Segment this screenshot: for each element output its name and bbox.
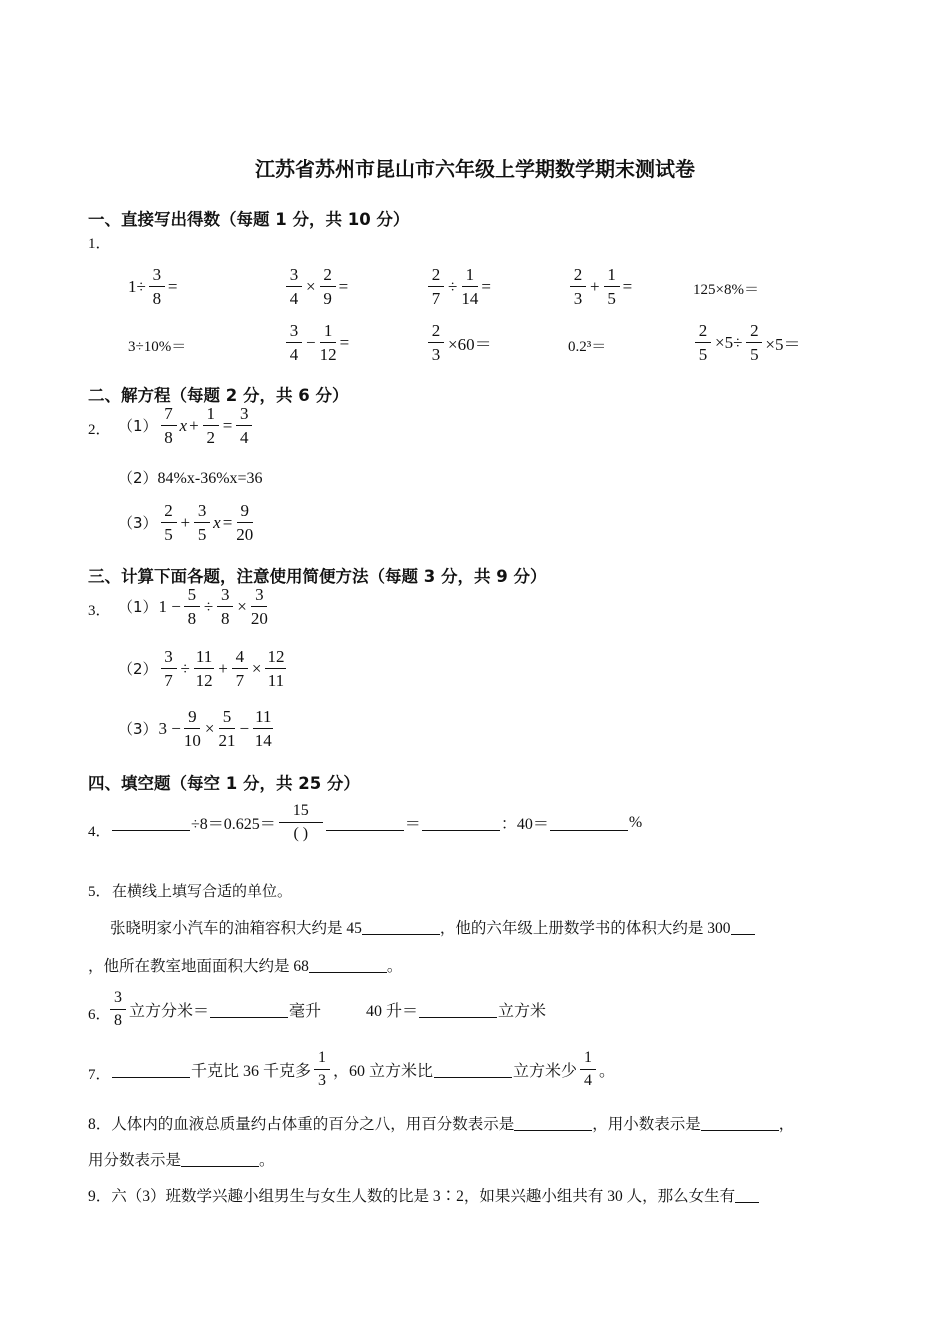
fraction: $\frac{2}{5}$	[695, 322, 711, 363]
question-number: 7．	[88, 1067, 111, 1083]
section-heading-3: 三、计算下面各题，注意使用简便方法（每题 3 分，共 9 分）	[88, 567, 547, 586]
q3-part-1: （1） 1 − $\frac{5}{8}$ ÷ $\frac{3}{8}$ × $\frac{3}{20}$	[118, 585, 268, 628]
fraction: $\frac{1}{3}$	[314, 1050, 330, 1089]
q5-line-2: ，他所在教室地面面积大约是 68 。	[88, 958, 403, 975]
question-number: 1．	[88, 236, 111, 252]
q5-intro: 在横线上填写合适的单位。	[112, 882, 293, 900]
q1-item-2: $\frac{3}{4}$ × $\frac{2}{9}$ =	[284, 266, 348, 307]
answer-blank[interactable]	[362, 918, 440, 935]
fraction: $\frac{2}{5}$	[161, 502, 177, 543]
fraction: $\frac{12}{11}$	[267, 647, 285, 690]
fraction: $\frac{9}{20}$	[236, 501, 254, 544]
q1-item-1: 1÷ $\frac{3}{8}$ =	[128, 265, 178, 308]
q1-item-5: 125×8%＝	[693, 282, 759, 298]
q8-line-2: 用分数表示是 。	[88, 1152, 275, 1169]
fraction: $\frac{3}{20}$	[250, 585, 268, 628]
question-number: 3．	[88, 603, 111, 619]
fraction: $\frac{2}{3}$	[570, 266, 586, 307]
fraction: $\frac{3}{8}$	[217, 586, 233, 627]
fraction: $\frac{11}{14}$	[254, 707, 272, 750]
fraction: $\frac{1}{5}$	[604, 266, 620, 307]
answer-blank[interactable]	[731, 918, 755, 935]
q3-part-2: （2） $\frac{3}{7}$ ÷ $\frac{11}{12}$ + $\frac{4}{7}$ × $\frac{12}{11}$	[118, 647, 285, 690]
fraction: $\frac{11}{12}$	[195, 647, 213, 690]
q1-item-9: 0.2³＝	[568, 339, 607, 355]
fraction: $\frac{7}{8}$	[161, 405, 177, 446]
q9-line: 9．六（3）班数学兴趣小组男生与女生人数的比是 3∶2，如果兴趣小组共有 30 人，那么女生有	[88, 1184, 759, 1206]
fraction: $\frac{3}{7}$	[161, 648, 177, 689]
answer-blank[interactable]	[434, 1061, 512, 1078]
answer-blank[interactable]	[181, 1150, 259, 1167]
answer-blank[interactable]	[112, 814, 190, 831]
section-heading-4: 四、填空题（每空 1 分，共 25 分）	[88, 774, 360, 793]
q1-item-4: $\frac{2}{3}$ + $\frac{1}{5}$ =	[568, 266, 632, 307]
fraction: $\frac{3}{4}$	[286, 322, 302, 363]
section-heading-1: 一、直接写出得数（每题 1 分，共 10 分）	[88, 210, 410, 229]
answer-blank[interactable]	[514, 1114, 592, 1131]
fraction: $\frac{2}{3}$	[428, 322, 444, 363]
q1-item-10: $\frac{2}{5}$ ×5÷ $\frac{2}{5}$ ×5＝	[693, 322, 801, 363]
answer-blank[interactable]	[422, 814, 500, 831]
answer-blank[interactable]	[112, 1061, 190, 1078]
q1-item-3: $\frac{2}{7}$ ÷ $\frac{1}{14}$ =	[426, 266, 491, 307]
fraction: $\frac{1}{2}$	[203, 405, 219, 446]
answer-blank[interactable]	[309, 956, 387, 973]
q5-line-1: 张晓明家小汽车的油箱容积大约是 45 ，他的六年级上册数学书的体积大约是 300	[110, 916, 755, 938]
fraction: $\frac{3}{8}$	[110, 990, 126, 1029]
fraction: $\frac{15}{( )}$	[279, 803, 323, 842]
fraction: $\frac{4}{7}$	[232, 648, 248, 689]
q2-part-2: （2）84%x-36%x=36	[118, 469, 263, 487]
fraction: $\frac{2}{7}$	[428, 266, 444, 307]
q8-line-1: 8．人体内的血液总质量约占体重的百分之八，用百分数表示是 ，用小数表示是 ，	[88, 1116, 795, 1133]
q4-line: ÷8＝0.625＝ $\frac{15}{( )}$ ＝ ：40＝ %	[112, 803, 642, 842]
fraction: $\frac{3}{5}$	[194, 502, 210, 543]
question-number: 4．	[88, 824, 111, 840]
question-number: 6．	[88, 1007, 111, 1023]
answer-blank[interactable]	[419, 1001, 497, 1018]
answer-blank[interactable]	[550, 814, 628, 831]
question-number: 2．	[88, 422, 111, 438]
fraction: $\frac{3}{8}$	[149, 266, 165, 307]
fraction: $\frac{9}{10}$	[183, 707, 201, 750]
answer-blank[interactable]	[701, 1114, 779, 1131]
q2-part-3: （3） $\frac{2}{5}$ + $\frac{3}{5}$ x = $\frac{9}{20}$	[118, 501, 254, 544]
section-heading-2: 二、解方程（每题 2 分，共 6 分）	[88, 386, 349, 405]
fraction: $\frac{1}{4}$	[580, 1050, 596, 1089]
answer-blank[interactable]	[210, 1001, 288, 1018]
fraction: $\frac{1}{14}$	[461, 265, 479, 308]
q1-item-8: $\frac{2}{3}$ ×60＝	[426, 322, 493, 363]
q6-line: $\frac{3}{8}$ 立方分米＝ 毫升 40 升＝ 立方米	[108, 990, 546, 1029]
fraction: $\frac{2}{9}$	[320, 266, 336, 307]
q1-item-6: 3÷10%＝	[128, 339, 187, 355]
fraction: $\frac{5}{21}$	[218, 707, 236, 750]
question-number: 5．	[88, 884, 111, 900]
q2-part-1: （1） $\frac{7}{8}$ x + $\frac{1}{2}$ = $\frac{3}{4}$	[118, 405, 254, 446]
q7-line: 千克比 36 千克多 $\frac{1}{3}$ ，60 立方米比 立方米少 $\frac{1}{4}$ 。	[112, 1050, 615, 1089]
q1-item-7: $\frac{3}{4}$ − $\frac{1}{12}$ =	[284, 322, 349, 363]
q3-part-3: （3） 3 − $\frac{9}{10}$ × $\frac{5}{21}$ − $\frac{11}{14}$	[118, 707, 272, 750]
answer-blank[interactable]	[326, 814, 404, 831]
fraction: $\frac{3}{4}$	[236, 405, 252, 446]
fraction: $\frac{5}{8}$	[184, 586, 200, 627]
page-title: 江苏省苏州市昆山市六年级上学期数学期末测试卷	[255, 157, 695, 181]
fraction: $\frac{3}{4}$	[286, 266, 302, 307]
fraction: $\frac{2}{5}$	[746, 322, 762, 363]
fraction: $\frac{1}{12}$	[319, 321, 337, 364]
answer-blank[interactable]	[735, 1186, 759, 1203]
